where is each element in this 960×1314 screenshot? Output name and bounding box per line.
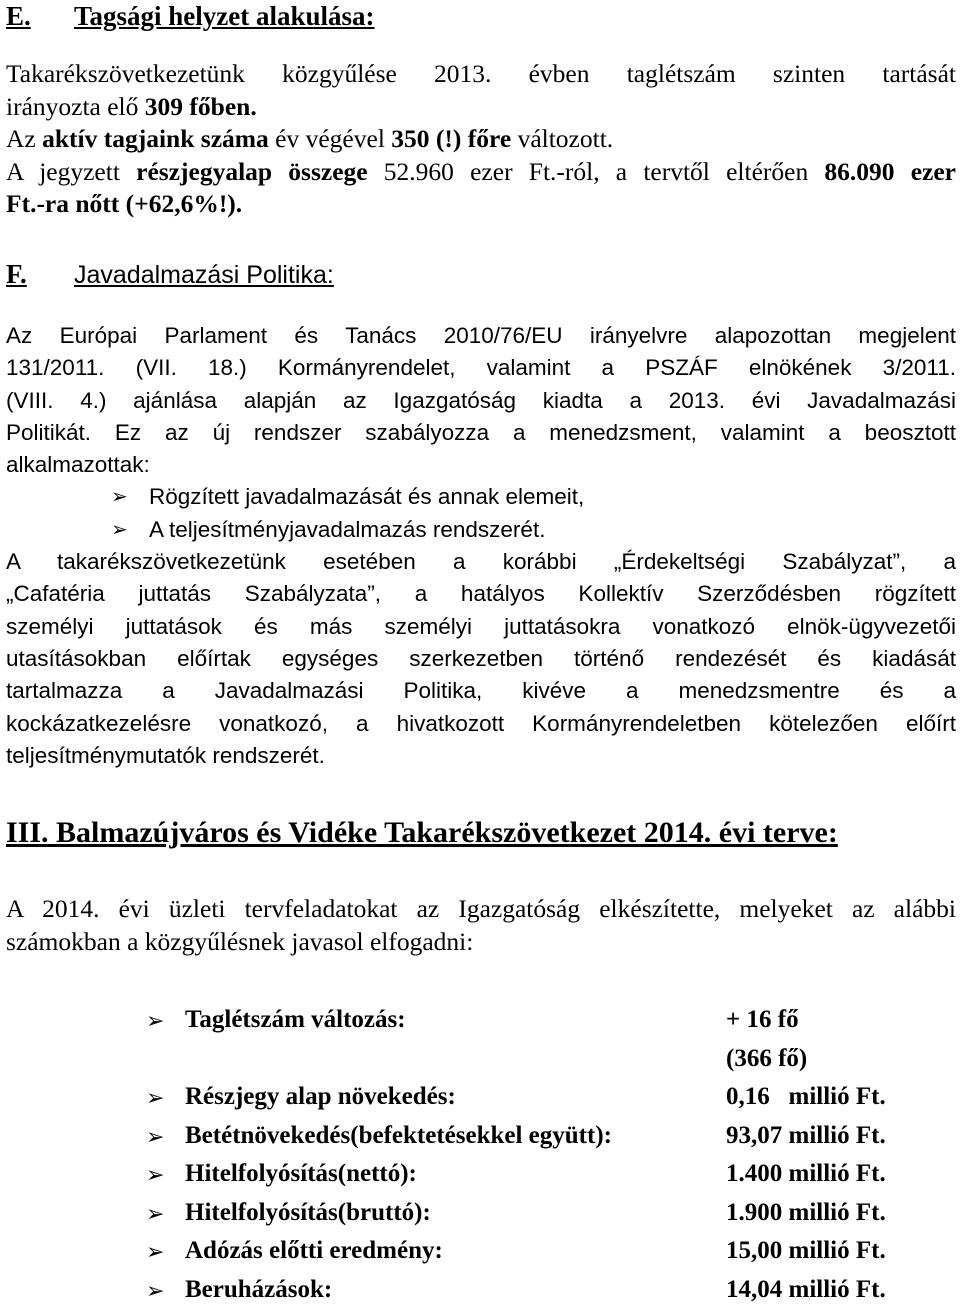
arrow-bullet-icon: ➢ xyxy=(146,1085,164,1111)
paragraph-line xyxy=(6,156,956,189)
paragraph-line: alkalmazottak: xyxy=(6,449,956,481)
paragraph-line: számokban a közgyűlésnek javasol elfogadni: xyxy=(6,926,956,959)
text-run: 52.960 ezer Ft.-ról, a tervtől eltérően xyxy=(368,157,825,186)
remuneration-paragraph xyxy=(6,320,956,481)
paragraph-line: A 2014. évi üzleti tervfeladatokat az Igazgatóság elkészítette, melyeket az alábbi xyxy=(6,893,956,926)
plan-figures-list xyxy=(6,1006,956,1314)
plan-item-share-capital xyxy=(6,1083,956,1122)
text-run: változott. xyxy=(511,124,613,153)
arrow-bullet-icon: ➢ xyxy=(146,1278,164,1304)
paragraph-line: A takarékszövetkezetünk esetében a korábbi „Érdekeltségi Szabályzat”, a xyxy=(6,546,956,578)
bold-text-run: részjegyalap összege xyxy=(136,157,367,186)
plan-item-deposit-growth xyxy=(6,1122,956,1161)
plan-item-pretax-profit xyxy=(6,1237,956,1276)
paragraph-line xyxy=(6,91,956,124)
list-item xyxy=(111,514,956,546)
arrow-bullet-icon: ➢ xyxy=(111,481,128,513)
section-e-heading xyxy=(6,1,956,31)
plan-item-value: + 16 fő xyxy=(726,1006,799,1034)
plan-item-label: Adózás előtti eredmény: xyxy=(185,1237,443,1265)
paragraph-line xyxy=(6,58,956,91)
plan-item-value: 15,00 millió Ft. xyxy=(726,1237,886,1265)
arrow-bullet-icon: ➢ xyxy=(146,1162,164,1188)
list-item xyxy=(111,481,956,513)
plan-item-value: 93,07 millió Ft. xyxy=(726,1122,886,1150)
plan-intro-paragraph xyxy=(6,893,956,958)
paragraph-line xyxy=(6,123,956,156)
section-title: Javadalmazási Politika: xyxy=(74,261,334,289)
paragraph-line: Az Európai Parlament és Tanács 2010/76/EU irányelvre alapozottan megjelent xyxy=(6,320,956,352)
text-run: év végével xyxy=(269,124,391,153)
plan-section-heading: III. Balmazújváros és Vidéke Takarékszövetkezet 2014. évi terve: xyxy=(6,815,956,851)
arrow-bullet-icon: ➢ xyxy=(146,1201,164,1227)
arrow-bullet-icon: ➢ xyxy=(146,1124,164,1150)
section-iii xyxy=(6,815,956,958)
paragraph-line: Politikát. Ez az új rendszer szabályozza a menedzsment, valamint a beosztott xyxy=(6,417,956,449)
text-run: A jegyzett xyxy=(6,157,136,186)
plan-item-membership xyxy=(6,1006,956,1045)
paragraph-line: utasításokban előírtak egységes szerkezetben történő rendezését és kiadását xyxy=(6,643,956,675)
list-item-text: A teljesítményjavadalmazás rendszerét. xyxy=(149,517,545,542)
paragraph-line: (VIII. 4.) ajánlása alapján az Igazgatóság kiadta a 2013. évi Javadalmazási xyxy=(6,385,956,417)
plan-item-label: Beruházások: xyxy=(185,1276,332,1304)
paragraph-line: tartalmazza a Javadalmazási Politika, kivéve a menedzsmentre és a xyxy=(6,675,956,707)
arrow-bullet-icon: ➢ xyxy=(111,514,128,546)
bold-text-run: 350 (!) főre xyxy=(391,124,511,153)
text-run: Takarékszövetkezetünk közgyűlése 2013. évben taglétszám szinten tartását xyxy=(6,59,956,88)
arrow-bullet-icon: ➢ xyxy=(146,1008,164,1034)
bold-text-run: aktív tagjaink száma xyxy=(42,124,269,153)
text-run: irányozta elő xyxy=(6,92,145,121)
plan-item-value: 1.400 millió Ft. xyxy=(726,1160,886,1188)
bold-text-run: 86.090 ezer xyxy=(824,157,956,186)
list-item-text: Rögzített javadalmazását és annak elemeit, xyxy=(149,484,584,509)
bold-text-run: Ft.-ra nőtt (+62,6%!). xyxy=(6,189,242,218)
paragraph-line: 131/2011. (VII. 18.) Kormányrendelet, valamint a PSZÁF elnökének 3/2011. xyxy=(6,352,956,384)
section-f xyxy=(6,259,956,772)
plan-item-value: 1.900 millió Ft. xyxy=(726,1199,886,1227)
plan-item-value: (366 fő) xyxy=(726,1045,807,1073)
plan-item-value: 0,16 millió Ft. xyxy=(726,1083,886,1111)
plan-item-value: 14,04 millió Ft. xyxy=(726,1276,886,1304)
plan-item-loans-net xyxy=(6,1160,956,1199)
paragraph-line: személyi juttatások és más személyi juttatásokra vonatkozó elnök-ügyvezetői xyxy=(6,611,956,643)
plan-item-investments xyxy=(6,1276,956,1314)
arrow-bullet-icon: ➢ xyxy=(146,1239,164,1265)
section-f-heading xyxy=(6,259,956,290)
paragraph-line: „Cafatéria juttatás Szabályzata”, a hatályos Kollektív Szerződésben rögzített xyxy=(6,578,956,610)
membership-paragraph xyxy=(6,58,956,221)
section-e xyxy=(6,1,956,221)
plan-item-label: Hitelfolyósítás(bruttó): xyxy=(185,1199,431,1227)
paragraph-line xyxy=(6,188,956,221)
text-run: Az xyxy=(6,124,42,153)
plan-item-loans-gross xyxy=(6,1199,956,1238)
plan-item-label: Betétnövekedés(befektetésekkel együtt): xyxy=(185,1122,612,1150)
section-title: Tagsági helyzet alakulása: xyxy=(74,1,375,31)
remuneration-policy-paragraph xyxy=(6,546,956,772)
plan-item-label: Részjegy alap növekedés: xyxy=(185,1083,456,1111)
paragraph-line: teljesítménymutatók rendszerét. xyxy=(6,740,956,772)
section-letter: E. xyxy=(6,1,74,31)
paragraph-line: kockázatkezelésre vonatkozó, a hivatkozott Kormányrendeletben kötelezően előírt xyxy=(6,708,956,740)
bold-text-run: 309 főben. xyxy=(145,92,257,121)
remuneration-bullet-list xyxy=(6,481,956,546)
plan-item-membership-total xyxy=(6,1045,956,1084)
section-letter: F. xyxy=(6,259,74,289)
plan-item-label: Hitelfolyósítás(nettó): xyxy=(185,1160,417,1188)
plan-item-label: Taglétszám változás: xyxy=(185,1006,406,1034)
